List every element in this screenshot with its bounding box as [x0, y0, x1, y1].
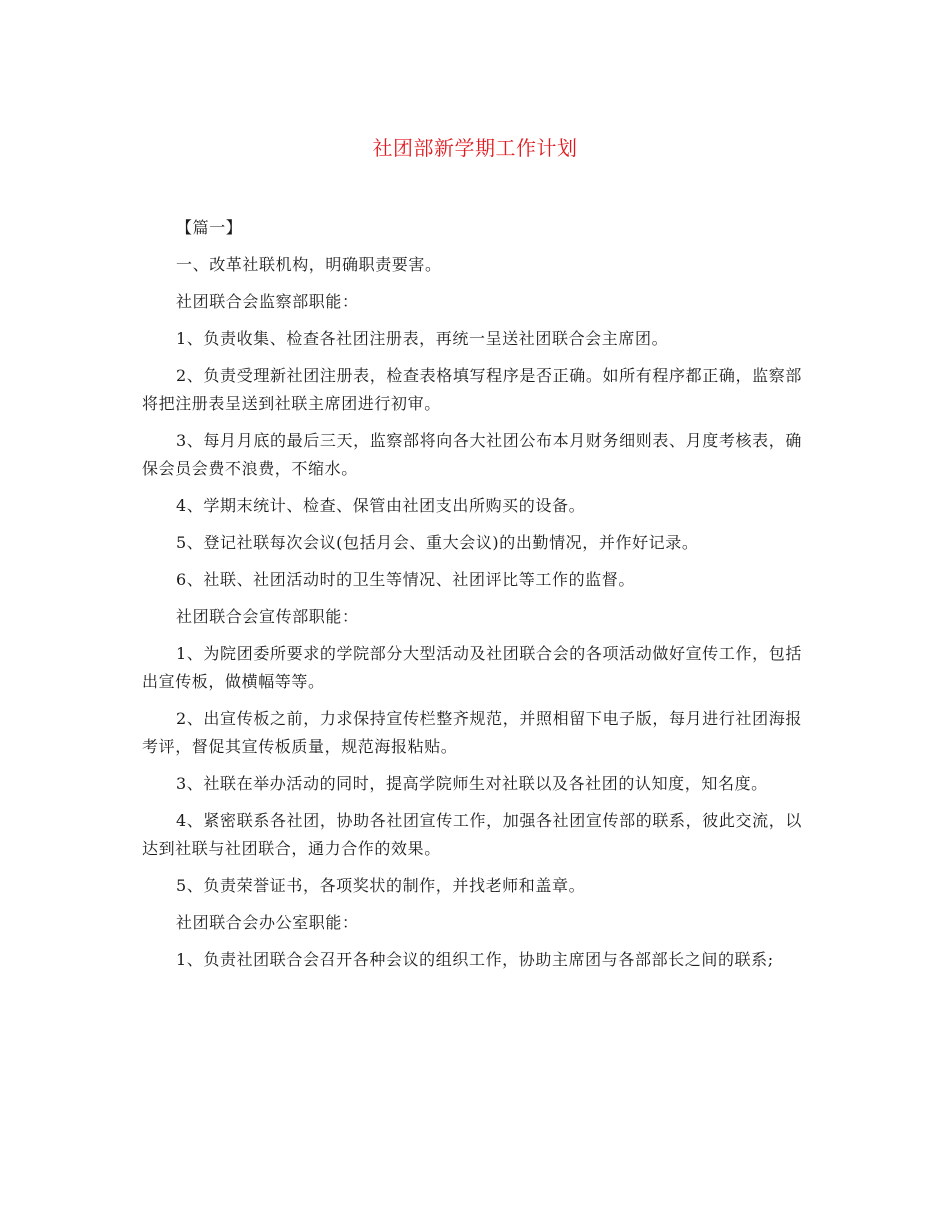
- paragraph: 5、登记社联每次会议(包括月会、重大会议)的出勤情况，并作好记录。: [176, 533, 699, 552]
- paragraph: 1、负责社团联合会召开各种会议的组织工作，协助主席团与各部部长之间的联系;: [176, 950, 774, 969]
- document-body: [142, 214, 802, 983]
- paragraph: 1、为院团委所要求的学院部分大型活动及社团联合会的各项活动做好宣传工作，包括出宣传板，做横幅等等。: [142, 644, 802, 691]
- paragraph: 4、紧密联系各社团，协助各社团宣传工作，加强各社团宣传部的联系，彼此交流，以达到社联与社团联合，通力合作的效果。: [142, 811, 802, 858]
- paragraph: 社团联合会宣传部职能：: [176, 607, 359, 626]
- paragraph: 3、社联在举办活动的同时，提高学院师生对社联以及各社团的认知度，知名度。: [176, 774, 768, 793]
- paragraph: 2、出宣传板之前，力求保持宣传栏整齐规范，并照相留下电子版，每月进行社团海报考评，督促其宣传板质量，规范海报粘贴。: [142, 709, 802, 756]
- paragraph: 5、负责荣誉证书，各项奖状的制作，并找老师和盖章。: [176, 876, 586, 895]
- paragraph: 社团联合会办公室职能：: [176, 913, 359, 932]
- document-title: 社团部新学期工作计划: [372, 136, 578, 160]
- paragraph: 2、负责受理新社团注册表，检查表格填写程序是否正确。如所有程序都正确，监察部将把注册表呈送到社联主席团进行初审。: [142, 366, 802, 413]
- paragraph: 一、改革社联机构，明确职责要害。: [176, 255, 442, 274]
- paragraph: 6、社联、社团活动时的卫生等情况、社团评比等工作的监督。: [176, 570, 635, 589]
- section-heading: 【篇一】: [176, 218, 243, 237]
- paragraph: 社团联合会监察部职能：: [176, 292, 359, 311]
- paragraph: 1、负责收集、检查各社团注册表，再统一呈送社团联合会主席团。: [176, 329, 669, 348]
- paragraph: 4、学期末统计、检查、保管由社团支出所购买的设备。: [176, 496, 586, 515]
- paragraph: 3、每月月底的最后三天，监察部将向各大社团公布本月财务细则表、月度考核表，确保会员会费不浪费，不缩水。: [142, 431, 802, 478]
